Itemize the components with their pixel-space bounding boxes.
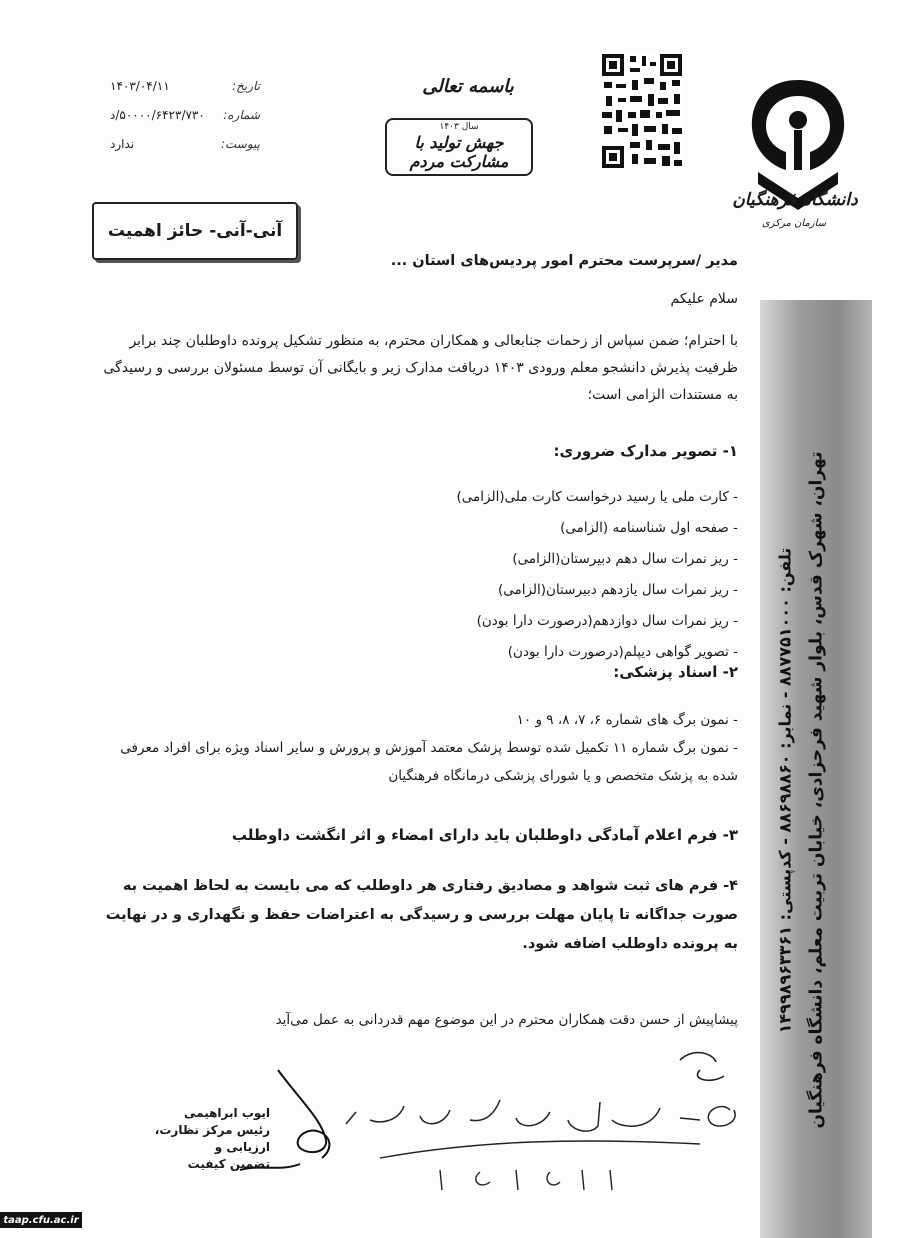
signer-title-line1: رئیس مرکز نظارت، ارزیابی و [154,1123,270,1154]
date-value: ۱۴۰۳/۰۴/۱۱ [110,79,170,93]
closing-line: پیشاپیش از حسن دقت همکاران محترم در این موضوع مهم قدردانی به عمل می‌آید [275,1012,738,1028]
addressee: مدیر /سرپرست محترم امور پردیس‌های استان ... [390,253,738,269]
meta-date-row [110,72,260,101]
sidebar-address-text: تهران، شهرک قدس، بلوار شهید فرحزادی، خیابان تربیت معلم، دانشگاه فرهنگیان [807,451,828,1129]
intro-paragraph: با احترام؛ ضمن سپاس از زحمات جنابعالی و همکاران محترم، به منظور تشکیل پرونده داوطلبان چند برابر ظرفیت پذیرش دانشجو معلم ورودی ۱۴۰۳ دریافت مدارک زیر و بایگانی آن توسط مسئولان بررسی و رسیدگی به مستندات الزامی است؛ [103,333,738,403]
footer-site-tag: taap.cfu.ac.ir [0,1212,82,1228]
slogan-stamp [385,118,533,176]
meta-attachment-row [110,130,260,159]
section1-list [238,482,738,668]
list-item: - ریز نمرات سال دوازدهم(درصورت دارا بودن) [476,613,738,629]
list-item: - نمون برگ های شماره ۶، ۷، ۸، ۹ و ۱۰ [516,712,738,728]
urgent-label: آنی-آنی- حائز اهمیت [92,202,298,260]
signer-title-line2: تضمین کیفیت [187,1157,270,1171]
section2-list [98,706,738,790]
meta-number-row [110,101,260,130]
section3: ۳- فرم اعلام آمادگی داوطلبان باید دارای امضاء و اثر انگشت داوطلب [231,826,738,844]
slogan-year: سال ۱۴۰۳ [439,122,479,132]
basmala: باسمه تعالی [422,76,514,97]
slogan-text: جهش تولید با مشارکت مردم [409,133,509,171]
org-unit: سازمان مرکزی [761,218,827,229]
list-item: - ریز نمرات سال دهم دبیرستان(الزامی) [512,551,738,567]
section2-title: ۲- اسناد پزشکی: [613,663,738,681]
letter-meta [110,72,260,159]
number-label: شماره: [223,108,260,122]
signer-name: ایوب ابراهیمی [184,1106,270,1120]
date-label: تاریخ: [232,79,260,93]
sidebar-contact [750,380,820,1200]
list-item: - ریز نمرات سال یازدهم دبیرستان(الزامی) [497,582,738,598]
qr-code-icon [600,52,684,170]
list-item: - صفحه اول شناسنامه (الزامی) [560,520,738,536]
number-value: ۵۰۰۰۰/۶۴۲۳/۷۳۰/د [110,108,205,122]
salutation: سلام علیکم [670,291,738,307]
list-item: - تصویر گواهی دیپلم(درصورت دارا بودن) [507,644,738,660]
attachment-label: پیوست: [220,137,260,151]
university-logo-icon [738,70,858,240]
list-item: - کارت ملی یا رسید درخواست کارت ملی(الزامی) [456,489,738,505]
attachment-value: ندارد [110,137,135,151]
section4: ۴- فرم های ثبت شواهد و مصادیق رفتاری هر داوطلب که می بایست به لحاظ اهمیت به صورت جداگانه تا پایان مهلت بررسی و رسیدگی به اعتراضات حفظ و نگهداری و در نهایت به پرونده داوطلب اضافه شود. [105,878,738,952]
list-item: - نمون برگ شماره ۱۱ تکمیل شده توسط پزشک معتمد آموزش و پرورش و سایر اسناد ویژه برای افراد معرفی شده به پزشک متخصص و یا شورای پزشکی درمانگاه فرهنگیان [120,740,738,784]
sidebar-contact-text: تلفن: ۸۸۷۷۵۱۰۰۰ - نمابر: ۸۸۶۹۸۸۶۰ - کدپستی: ۱۴۹۹۸۹۶۳۳۶۱ [775,547,795,1033]
handwritten-note-icon [320,1040,760,1200]
section1-title: ۱- تصویر مدارک ضروری: [553,442,738,460]
org-name: دانشگاه فرهنگیان [732,190,858,210]
